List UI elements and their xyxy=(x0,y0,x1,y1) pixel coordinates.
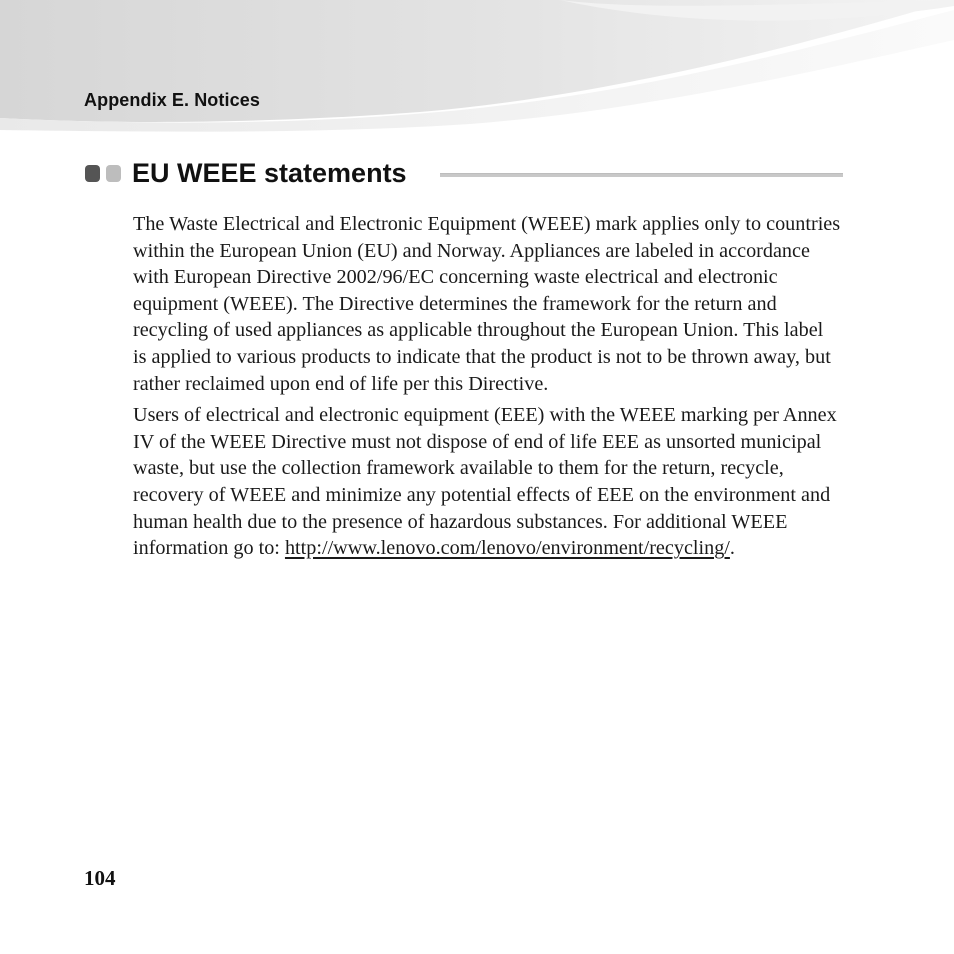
page-number: 104 xyxy=(84,866,116,890)
body-text xyxy=(133,211,841,567)
title-rule-divider xyxy=(440,173,843,177)
section-title: EU WEEE statements xyxy=(132,158,407,188)
paragraph-2-text: Users of electrical and electronic equipment (EEE) with the WEEE marking per Annex IV of the WEEE Directive must not dispose of end of life EEE as unsorted municipal waste, but use the collection framework available to them for the return, recycle, recovery of WEEE and minimize any potential effects of EEE on the environment and human health due to the presence of hazardous substances. For additional WEEE information go to: xyxy=(133,404,837,560)
heading-bullet-dark-icon xyxy=(85,165,100,182)
recycling-link[interactable]: http://www.lenovo.com/lenovo/environment/recycling/ xyxy=(284,537,730,560)
section-heading xyxy=(84,156,844,190)
running-head: Appendix E. Notices xyxy=(84,90,260,110)
header-swoosh-decoration xyxy=(0,0,954,140)
paragraph-2-end: . xyxy=(729,537,735,560)
heading-bullet-light-icon xyxy=(106,165,121,182)
paragraph-2 xyxy=(133,402,841,562)
paragraph-1: The Waste Electrical and Electronic Equipment (WEEE) mark applies only to countries within the European Union (EU) and Norway. Appliances are labeled in accordance with European Directive 2002/96/EC concerning waste electrical and electronic equipment (WEEE). The Directive determines the framework for the return and recycling of used appliances as applicable throughout the European Union. This label is applied to various products to indicate that the product is not to be thrown away, but rather reclaimed upon end of life per this Directive. xyxy=(133,213,841,395)
